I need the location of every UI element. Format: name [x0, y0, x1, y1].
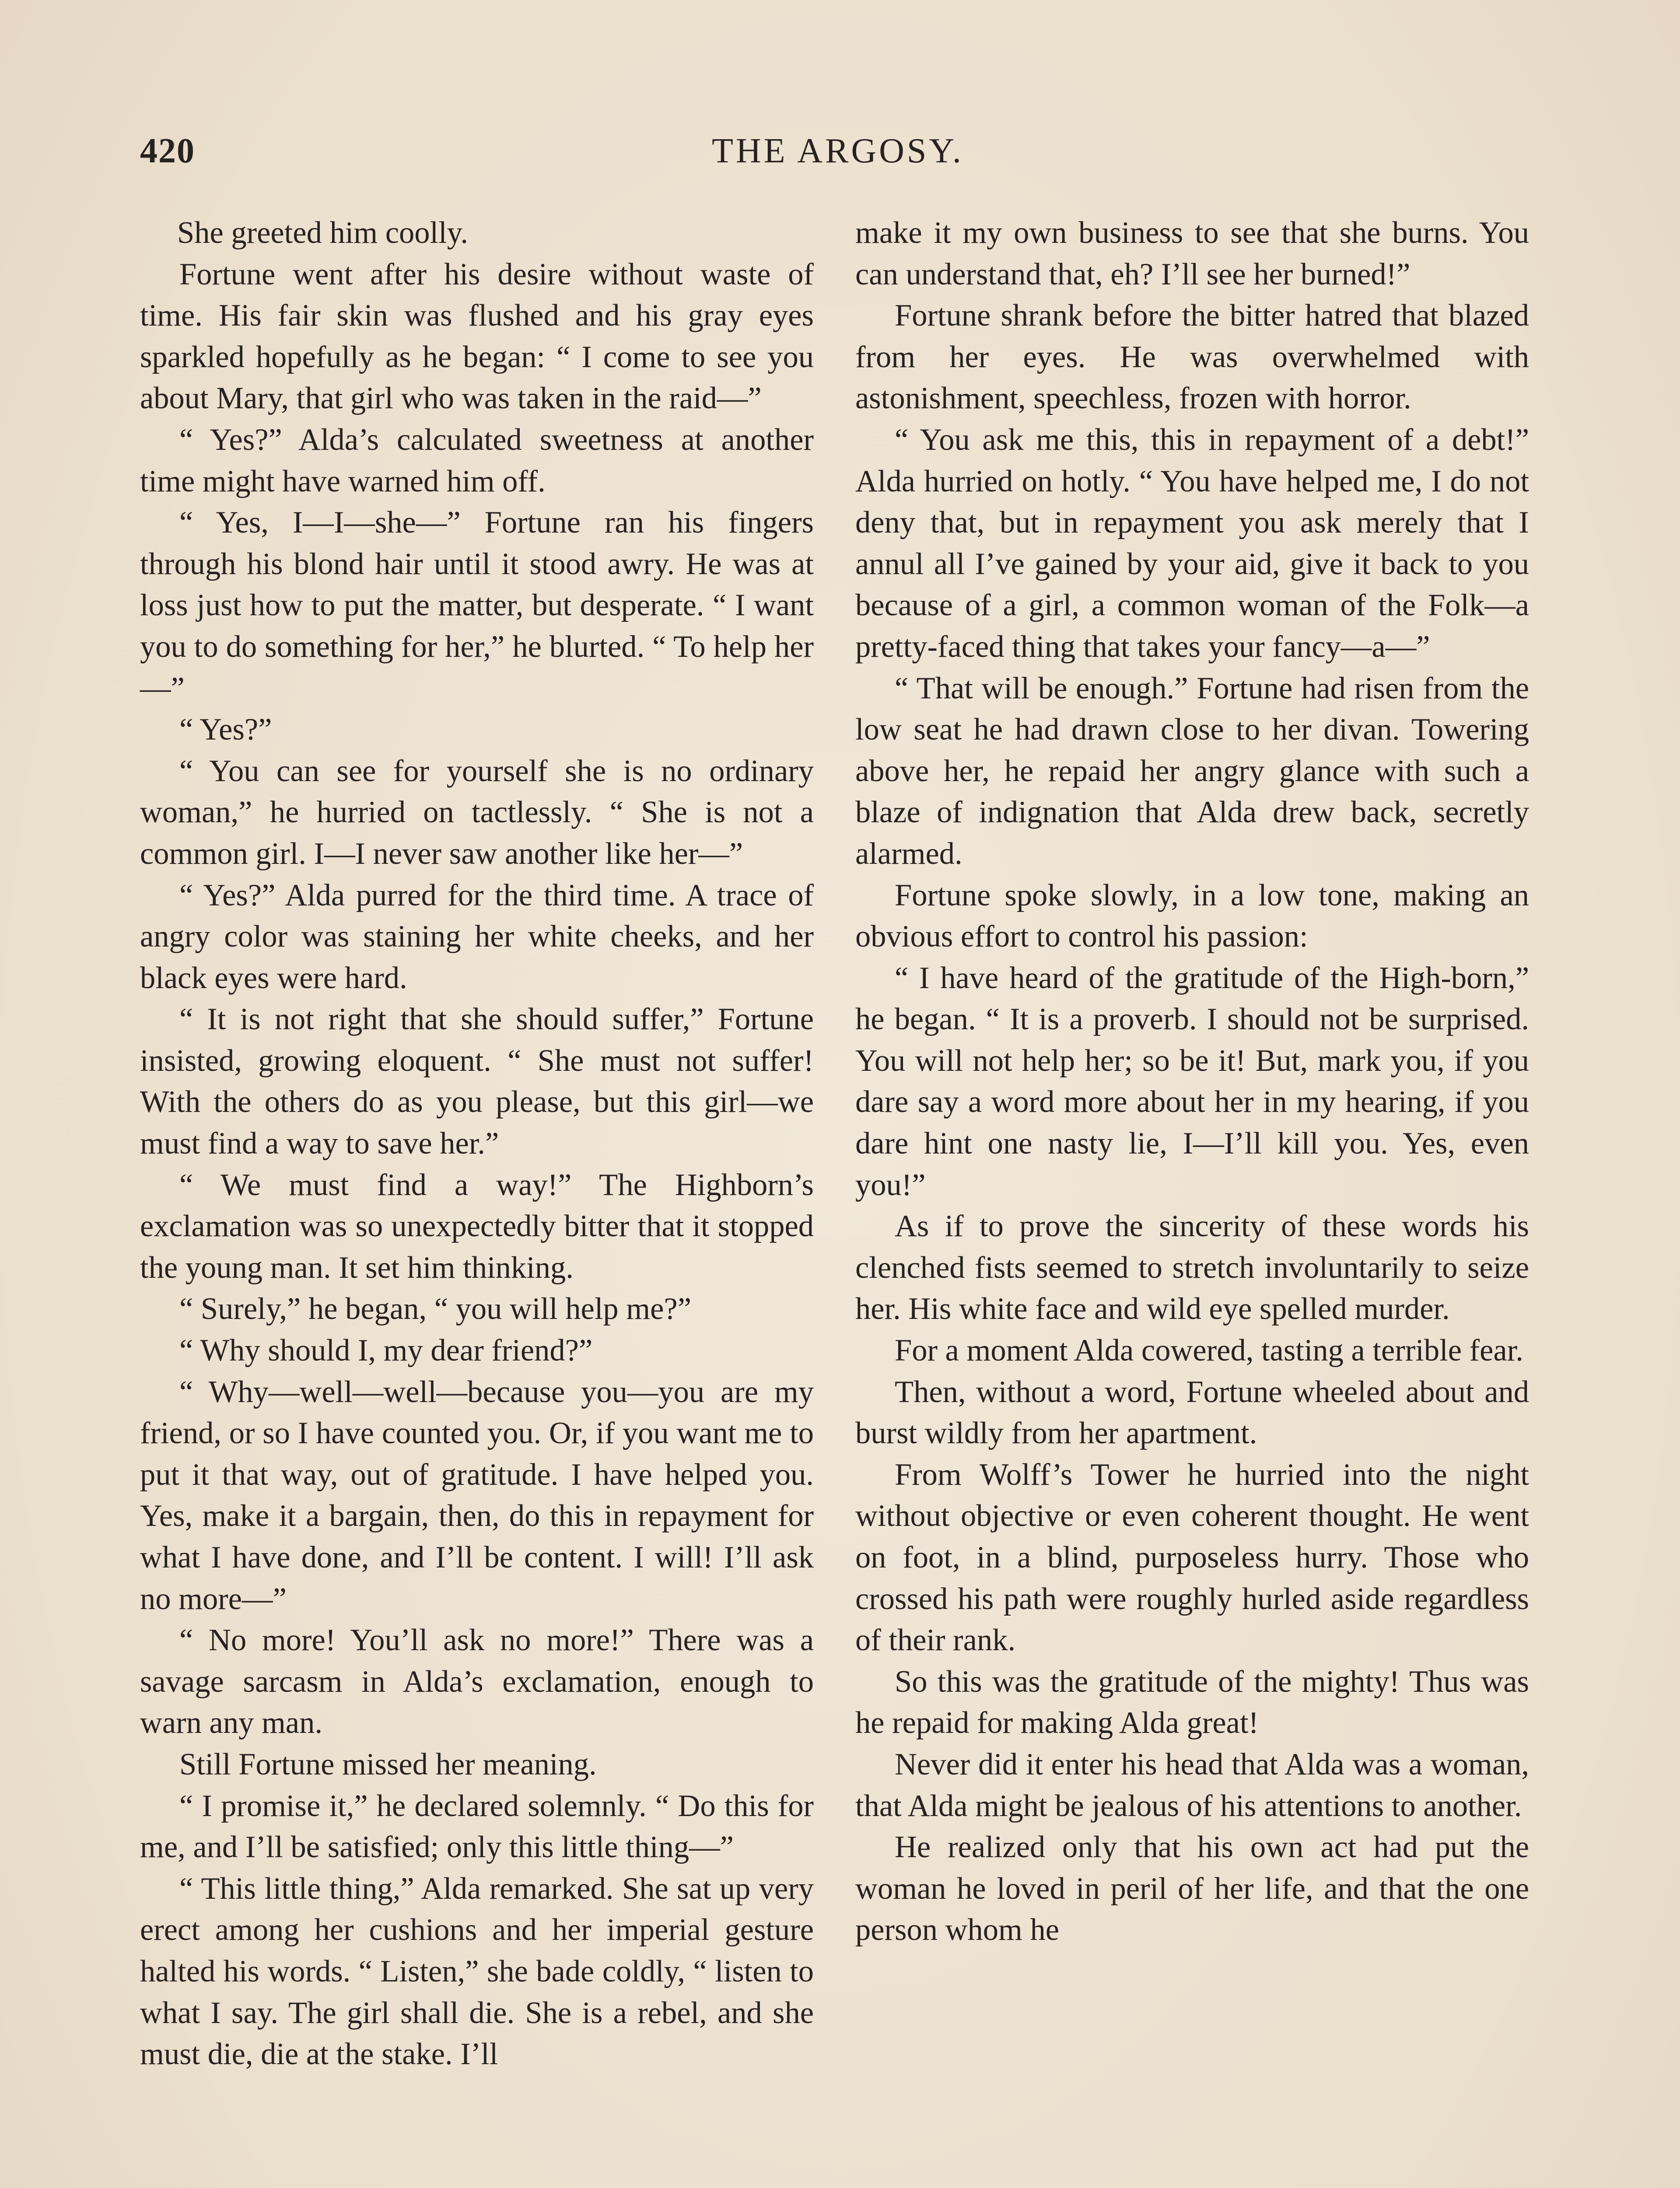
paragraph: So this was the gratitude of the mighty! Thus was he repaid for making Alda great!: [855, 1664, 1529, 1740]
paragraph: “ Why should I, my dear friend?”: [179, 1333, 593, 1368]
paragraph: She greeted him coolly.: [177, 216, 468, 250]
paragraph: Fortune spoke slowly, in a low tone, making an obvious effort to control his passion:: [855, 878, 1529, 954]
paragraph: “ No more! You’ll ask no more!” There was a savage sarcasm in Alda’s exclamation, enough to warn any man.: [140, 1623, 814, 1740]
paragraph: “ Surely,” he began, “ you will help me?”: [179, 1292, 691, 1326]
paragraph: “ It is not right that she should suffer,” Fortune insisted, growing eloquent. “ She must not suffer! With the others do as you please, but this girl—we must find a way to save her.”: [140, 1002, 814, 1161]
paragraph: “ I have heard of the gratitude of the High-born,” he began. “ It is a proverb. I should not be surprised. You will not help her; so be it! But, mark you, if you dare say a word more about her in my hearing, if you dare hint one nasty lie, I—I’ll kill you. Yes, even you!”: [855, 961, 1529, 1202]
paragraph: “ Yes?” Alda purred for the third time. A trace of angry color was staining her white cheeks, and her black eyes were hard.: [140, 878, 814, 995]
page-number: 420: [140, 132, 195, 170]
paragraph: As if to prove the sincerity of these words his clenched fists seemed to stretch involuntarily to seize her. His white face and wild eye spelled murder.: [855, 1209, 1529, 1326]
paragraph: “ We must find a way!” The Highborn’s exclamation was so unexpectedly bitter that it stopped the young man. It set him thinking.: [140, 1168, 814, 1285]
paragraph: “ You can see for yourself she is no ordinary woman,” he hurried on tactlessly. “ She is not a common girl. I—I never saw another like her—”: [140, 754, 814, 871]
paragraph: Fortune went after his desire without waste of time. His fair skin was flushed and his gray eyes sparkled hopefully as he began: “ I come to see you about Mary, that girl who was taken in the raid—”: [140, 257, 814, 416]
page-header: [140, 131, 1536, 184]
paragraph: “ Why—well—well—because you—you are my friend, or so I have counted you. Or, if you want me to put it that way, out of gratitude. I have helped you. Yes, make it a bargain, then, do this in repayment for what I have done, and I’ll be content. I will! I’ll ask no more—”: [140, 1375, 814, 1616]
left-column: [140, 212, 814, 2075]
running-head: THE ARGOSY.: [712, 132, 964, 170]
paragraph: “ You ask me this, this in repayment of a debt!” Alda hurried on hotly. “ You have helped me, I do not deny that, but in repayment you ask merely that I annul all I’ve gained by your aid, give it back to you because of a girl, a common woman of the Folk—a pretty-faced thing that takes your fancy—a—”: [855, 422, 1529, 664]
paragraph: He realized only that his own act had put the woman he loved in peril of her life, and that the one person whom he: [855, 1830, 1529, 1947]
paragraph: For a moment Alda cowered, tasting a terrible fear.: [895, 1333, 1523, 1368]
paragraph: make it my own business to see that she burns. You can understand that, eh? I’ll see her burned!”: [855, 216, 1529, 291]
paragraph: “ Yes?” Alda’s calculated sweetness at another time might have warned him off.: [140, 422, 814, 498]
paragraph: “ I promise it,” he declared solemnly. “ Do this for me, and I’ll be satisfied; only this little thing—”: [140, 1788, 814, 1865]
paragraph: Fortune shrank before the bitter hatred that blazed from her eyes. He was overwhelmed with astonishment, speechless, frozen with horror.: [855, 298, 1529, 416]
paragraph: Then, without a word, Fortune wheeled about and burst wildly from her apartment.: [855, 1375, 1529, 1451]
paragraph: From Wolff’s Tower he hurried into the night without objective or even coherent thought. He went on foot, in a blind, purposeless hurry. Those who crossed his path were roughly hurled aside regardless of their rank.: [855, 1457, 1529, 1658]
paragraph: “ This little thing,” Alda remarked. She sat up very erect among her cushions and her imperial gesture halted his words. “ Listen,” she bade coldly, “ listen to what I say. The girl shall die. She is a rebel, and she must die, die at the stake. I’ll: [140, 1871, 814, 2072]
paragraph: Still Fortune missed her meaning.: [179, 1747, 597, 1781]
paragraph: “ Yes?”: [179, 712, 272, 747]
paragraph: “ That will be enough.” Fortune had risen from the low seat he had drawn close to her divan. Towering above her, he repaid her angry glance with such a blaze of indignation that Alda drew back, secretly alarmed.: [855, 671, 1529, 871]
right-column: [855, 212, 1529, 1951]
paragraph: “ Yes, I—I—she—” Fortune ran his fingers through his blond hair until it stood awry. He was at loss just how to put the matter, but desperate. “ I want you to do something for her,” he blurted. “ To help her—”: [140, 505, 814, 705]
paragraph: Never did it enter his head that Alda was a woman, that Alda might be jealous of his attentions to another.: [855, 1747, 1529, 1823]
